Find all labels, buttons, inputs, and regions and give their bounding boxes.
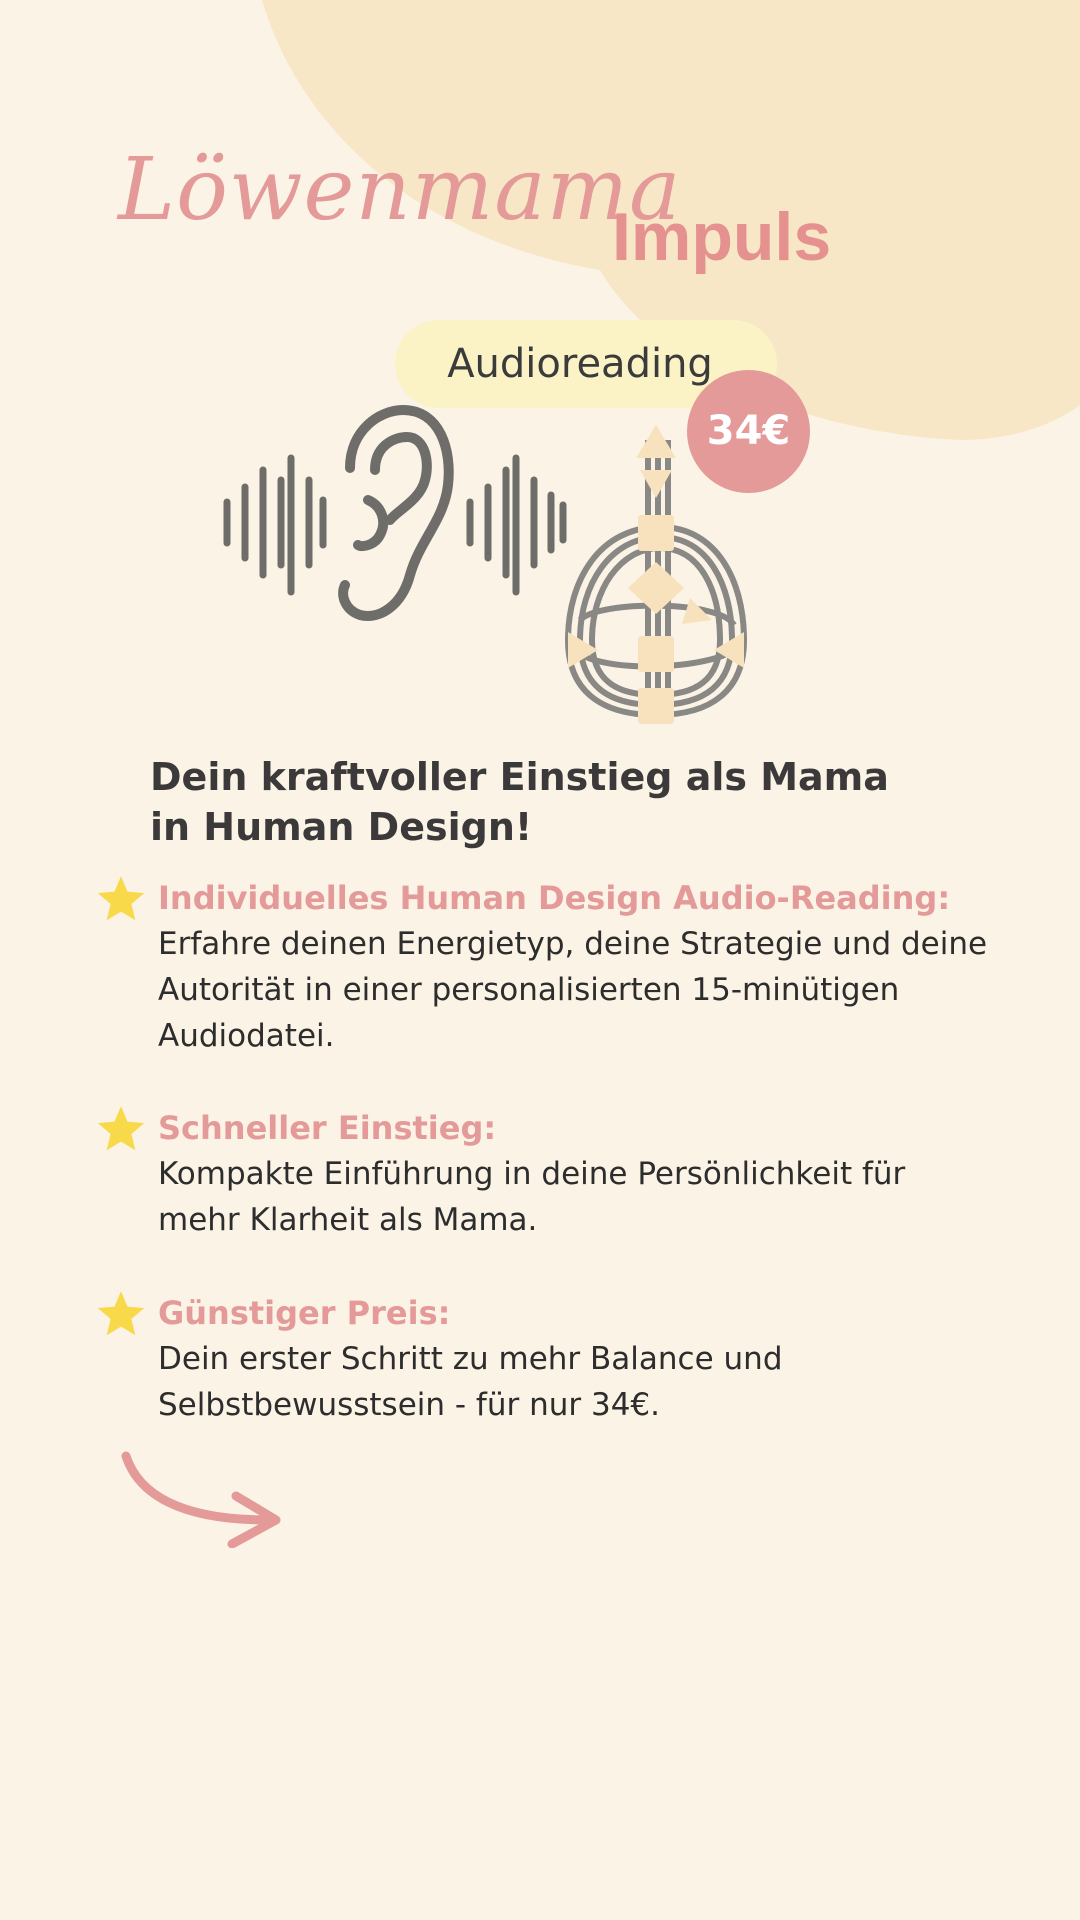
- brand-logo-impuls: Impuls: [612, 199, 832, 275]
- feature-description: Kompakte Einführung in deine Persönlichkeit für mehr Klarheit als Mama.: [158, 1156, 906, 1238]
- feature-title: Individuelles Human Design Audio-Reading:: [158, 879, 951, 917]
- sound-wave-icon-right: [470, 458, 563, 592]
- feature-description: Dein erster Schritt zu mehr Balance und Selbstbewusstsein - für nur 34€.: [158, 1341, 783, 1423]
- illustration: [0, 0, 1080, 740]
- feature-item: [95, 1290, 995, 1428]
- brand-script-name: Löwenmama: [118, 140, 682, 240]
- star-icon: [95, 1288, 147, 1340]
- ear-icon: [343, 410, 449, 616]
- headline: Dein kraftvoller Einstieg als Mama in Human Design!: [150, 755, 889, 849]
- price-badge: 34€: [687, 370, 810, 493]
- audioreading-label: Audioreading: [447, 341, 713, 387]
- feature-title: Günstiger Preis:: [158, 1294, 451, 1332]
- feature-title: Schneller Einstieg:: [158, 1109, 497, 1147]
- sound-wave-icon-left: [227, 458, 323, 592]
- feature-item: [95, 1105, 995, 1243]
- arrow-right-icon: [118, 1448, 288, 1548]
- feature-description: Erfahre deinen Energietyp, deine Strategie und deine Autorität in einer personalisierten 15-minütigen Audiodatei.: [158, 926, 988, 1054]
- star-icon: [95, 1103, 147, 1155]
- star-icon: [95, 873, 147, 925]
- feature-item: [95, 875, 995, 1059]
